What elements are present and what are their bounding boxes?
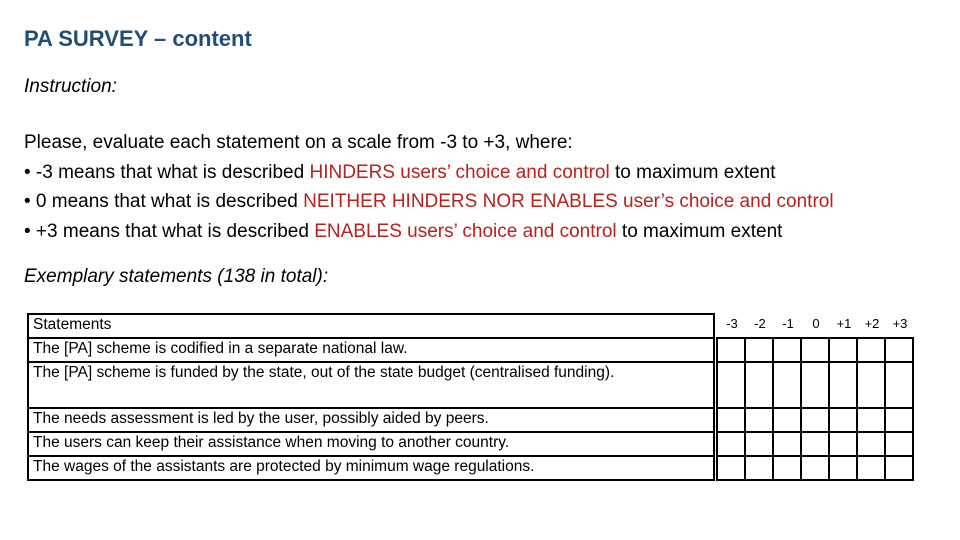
rating-cell[interactable] — [857, 456, 885, 480]
statement-row: The [PA] scheme is codified in a separate national law. — [28, 338, 714, 362]
rating-cell[interactable] — [801, 408, 829, 432]
rating-cell[interactable] — [745, 456, 773, 480]
rating-cell[interactable] — [801, 432, 829, 456]
scale-label: -2 — [754, 316, 766, 331]
bullet-prefix: • -3 means that what is described — [24, 161, 310, 183]
exemplary-label: Exemplary statements (138 in total): — [24, 266, 329, 287]
rating-cell[interactable] — [773, 432, 801, 456]
scale-label: 0 — [812, 316, 820, 331]
scale-label: -1 — [782, 316, 794, 331]
scale-header — [718, 313, 914, 335]
rating-cell[interactable] — [829, 338, 857, 362]
rating-cell[interactable] — [773, 338, 801, 362]
rating-cell[interactable] — [773, 362, 801, 408]
rating-cell[interactable] — [773, 408, 801, 432]
rating-cell[interactable] — [717, 408, 745, 432]
rating-cell[interactable] — [745, 432, 773, 456]
rating-cell[interactable] — [885, 408, 913, 432]
bullet-prefix: • 0 means that what is described — [24, 191, 304, 212]
rating-cell[interactable] — [829, 432, 857, 456]
rating-cell[interactable] — [717, 338, 745, 362]
rating-cell[interactable] — [857, 408, 885, 432]
rating-cell[interactable] — [885, 338, 913, 362]
bullet-suffix: to maximum extent — [616, 220, 783, 242]
rating-cell[interactable] — [773, 456, 801, 480]
statements-header: Statements — [28, 314, 714, 338]
rating-cell[interactable] — [829, 408, 857, 432]
scale-label: +2 — [864, 316, 880, 331]
statement-row: The users can keep their assistance when moving to another country. — [28, 432, 714, 456]
bullet-highlight: ENABLES users’ choice and control — [314, 220, 617, 242]
rating-cell[interactable] — [829, 456, 857, 480]
rating-cell[interactable] — [717, 456, 745, 480]
bullet-suffix: to maximum extent — [609, 161, 776, 183]
scale-label: +3 — [892, 316, 908, 331]
bullet-zero — [24, 187, 834, 217]
bullet-minus3 — [24, 158, 834, 188]
statements-table — [27, 313, 715, 481]
statement-row: The wages of the assistants are protected by minimum wage regulations. — [28, 456, 714, 480]
rating-cell[interactable] — [829, 362, 857, 408]
instruction-label: Instruction: — [24, 76, 117, 97]
bullet-highlight: NEITHER HINDERS NOR ENABLES user’s choice and control — [303, 191, 834, 212]
scale-label: -3 — [726, 316, 738, 331]
page-title: PA SURVEY – content — [24, 26, 252, 51]
intro-line: Please, evaluate each statement on a scale from -3 to +3, where: — [24, 132, 573, 153]
rating-cell[interactable] — [885, 432, 913, 456]
instruction-text — [24, 128, 834, 246]
rating-cell[interactable] — [745, 408, 773, 432]
rating-cell[interactable] — [745, 338, 773, 362]
rating-grid — [716, 337, 914, 481]
rating-cell[interactable] — [717, 362, 745, 408]
statement-row: The needs assessment is led by the user, possibly aided by peers. — [28, 408, 714, 432]
scale-label: +1 — [836, 316, 852, 331]
rating-cell[interactable] — [857, 362, 885, 408]
rating-cell[interactable] — [801, 456, 829, 480]
statement-row: The [PA] scheme is funded by the state, out of the state budget (centralised funding). — [28, 362, 714, 408]
rating-cell[interactable] — [801, 362, 829, 408]
rating-cell[interactable] — [885, 456, 913, 480]
bullet-prefix: • +3 means that what is described — [24, 220, 315, 242]
rating-cell[interactable] — [885, 362, 913, 408]
rating-cell[interactable] — [857, 338, 885, 362]
rating-cell[interactable] — [745, 362, 773, 408]
bullet-plus3 — [24, 217, 834, 247]
rating-cell[interactable] — [801, 338, 829, 362]
rating-cell[interactable] — [857, 432, 885, 456]
bullet-highlight: HINDERS users’ choice and control — [309, 161, 610, 183]
rating-cell[interactable] — [717, 432, 745, 456]
